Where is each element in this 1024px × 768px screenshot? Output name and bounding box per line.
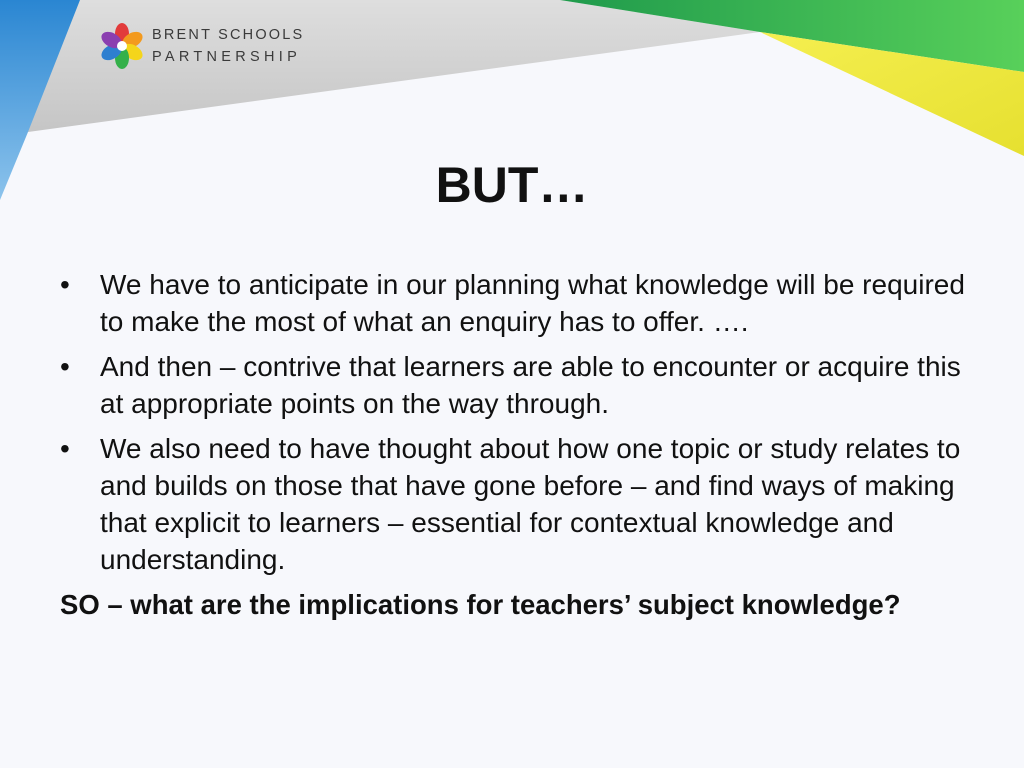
bullet-item xyxy=(60,430,980,578)
brand-line-2: PARTNERSHIP xyxy=(152,49,302,65)
bullet-marker: • xyxy=(60,351,70,382)
flower-petals-icon xyxy=(98,22,146,70)
bullet-text: And then – contrive that learners are able to encounter or acquire this at appropriate points on the way through. xyxy=(100,351,961,419)
grey-band xyxy=(0,0,760,140)
bullet-item xyxy=(60,266,980,340)
slide-title: BUT… xyxy=(435,157,589,213)
bullet-marker: • xyxy=(60,269,70,300)
conclusion-question: SO – what are the implications for teachers’ subject knowledge? xyxy=(60,589,901,620)
bullet-marker: • xyxy=(60,433,70,464)
bullet-item xyxy=(60,348,980,422)
bullet-text: We have to anticipate in our planning what knowledge will be required to make the most of what an enquiry has to offer. …. xyxy=(100,269,965,337)
slide-body xyxy=(60,266,980,623)
bullet-text: We also need to have thought about how one topic or study relates to and builds on those that have gone before – and find ways of making that explicit to learners – essential for contextual knowledge and understanding. xyxy=(100,433,961,575)
brand-line-1: BRENT SCHOOLS xyxy=(152,27,305,43)
brand-name xyxy=(152,24,304,68)
